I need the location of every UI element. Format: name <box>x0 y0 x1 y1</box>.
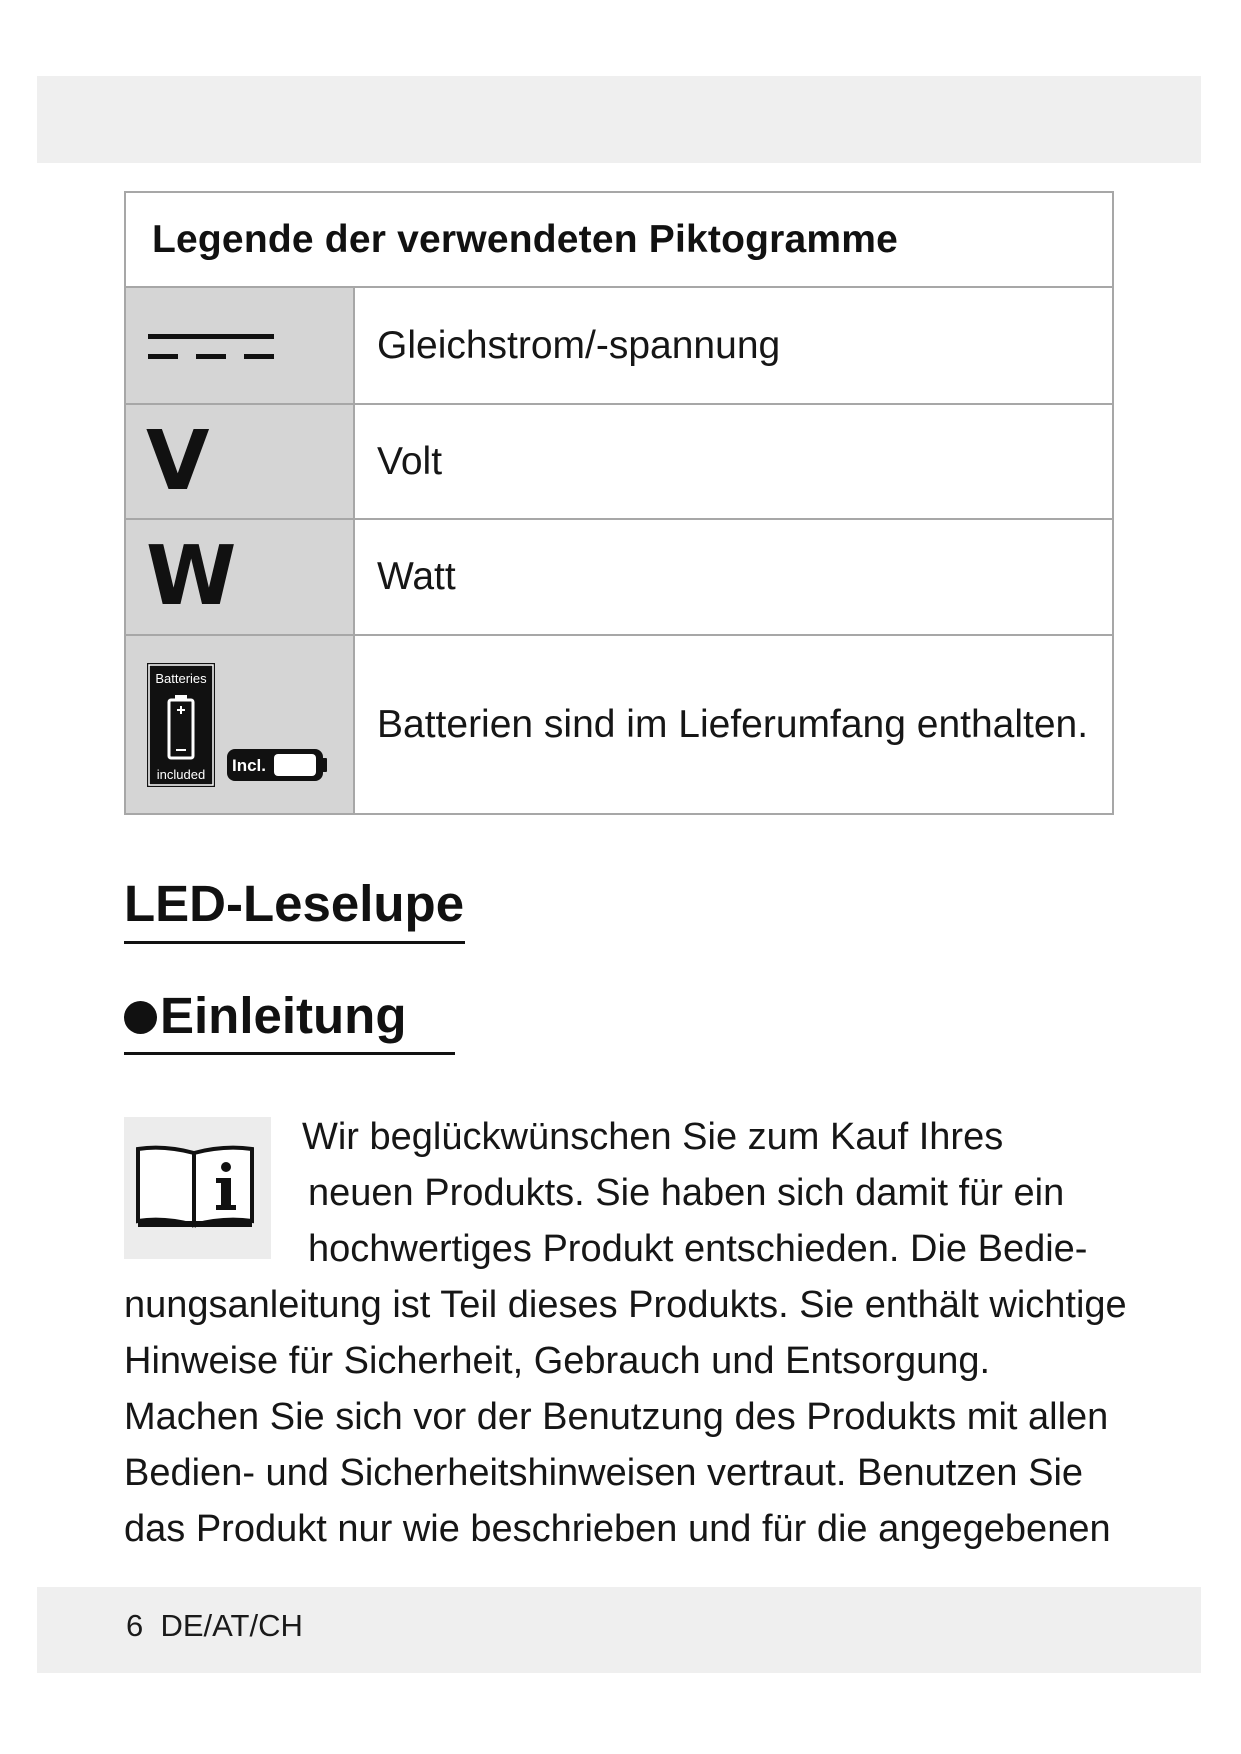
section-underline <box>124 1052 455 1055</box>
battery-incl-text: Incl. <box>232 756 267 775</box>
section-heading-text: Einleitung <box>160 987 407 1044</box>
legend-row <box>126 520 1112 636</box>
intro-line: nungsanleitung ist Teil dieses Produkts. Sie enthält wichtige <box>124 1284 1127 1326</box>
header-band <box>37 76 1201 163</box>
legend-icon-cell <box>126 636 355 813</box>
legend-icon-cell <box>126 520 355 634</box>
legend-row <box>126 288 1112 405</box>
footer <box>126 1604 303 1648</box>
intro-line: neuen Produkts. Sie haben sich damit für ein <box>308 1172 1065 1214</box>
direct-current-icon <box>126 288 355 405</box>
legend-label: Volt <box>377 439 443 483</box>
bullet-icon <box>124 1001 157 1034</box>
intro-line: hochwertiges Produkt entschieden. Die Bedie- <box>308 1228 1088 1270</box>
intro-line: Bedien- und Sicherheitshinweisen vertraut. Benutzen Sie <box>124 1452 1084 1494</box>
product-title: LED-Leselupe <box>124 875 465 932</box>
intro-line: Wir beglückwünschen Sie zum Kauf Ihres <box>302 1116 1004 1158</box>
legend-label: Batterien sind im Lieferumfang enthalten. <box>377 702 1089 746</box>
intro-line: Machen Sie sich vor der Benutzung des Produkts mit allen <box>124 1396 1109 1438</box>
intro-line: Hinweise für Sicherheit, Gebrauch und Entsorgung. <box>124 1340 991 1382</box>
battery-badge-top-text: Batteries <box>155 671 207 686</box>
legend-label: Watt <box>377 555 456 598</box>
pictogram-legend-table <box>124 191 1114 815</box>
volt-icon: V <box>146 414 210 509</box>
batteries-included-icon <box>126 636 355 813</box>
title-underline <box>124 941 465 944</box>
footer-region: DE/AT/CH <box>160 1608 303 1643</box>
legend-row <box>126 405 1112 520</box>
intro-line: das Produkt nur wie beschrieben und für die angegebenen <box>124 1508 1111 1550</box>
watt-icon: W <box>146 529 237 624</box>
section-heading <box>124 984 406 1048</box>
page-number: 6 <box>126 1608 144 1643</box>
legend-icon-cell <box>126 288 355 403</box>
legend-row <box>126 636 1112 813</box>
legend-label: Gleichstrom/-spannung <box>377 323 781 367</box>
legend-title: Legende der verwendeten Piktogramme <box>126 193 1112 288</box>
legend-icon-cell <box>126 405 355 518</box>
info-book-icon <box>124 1117 271 1259</box>
battery-badge-bottom-text: included <box>156 767 206 782</box>
